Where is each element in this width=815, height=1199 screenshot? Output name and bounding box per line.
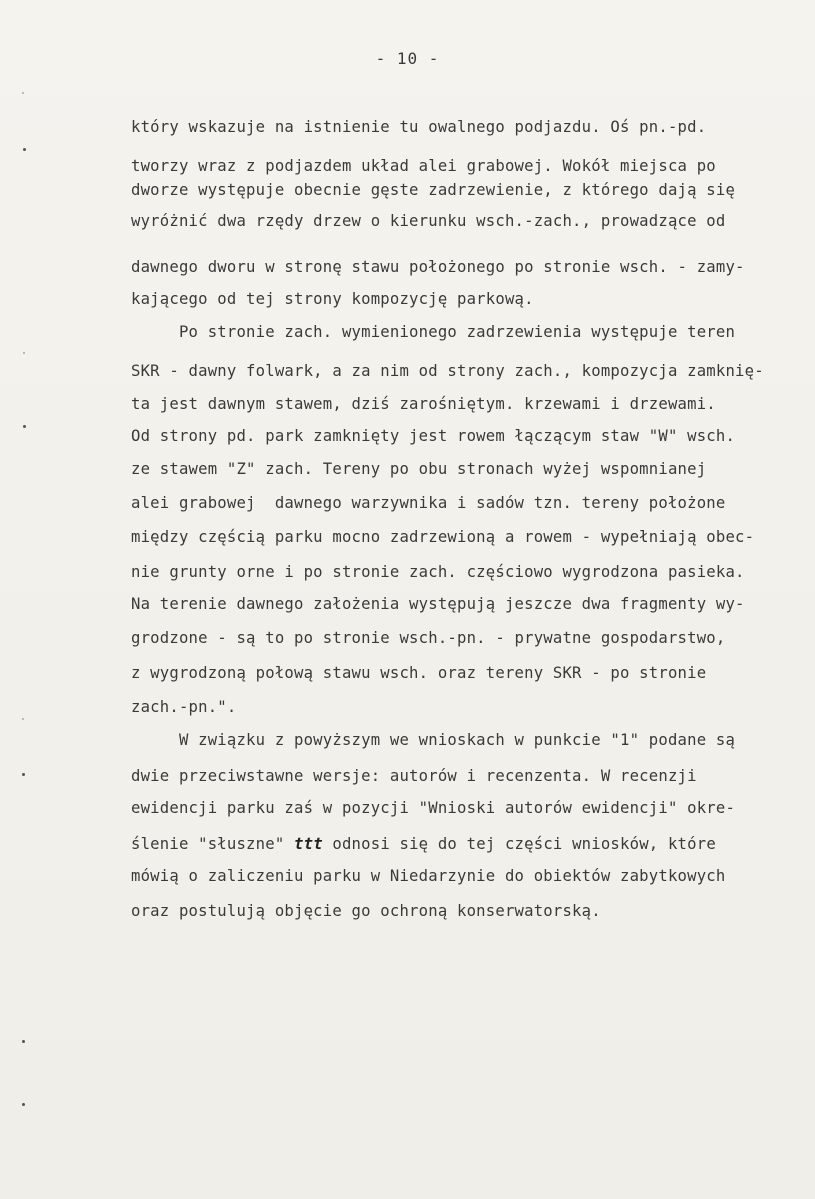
text-line-23: mówią o zaliczeniu parku w Niedarzynie do obiektów zabytkowych bbox=[131, 867, 726, 885]
text-line-2: tworzy wraz z podjazdem układ alei grabowej. Wokół miejsca po bbox=[131, 157, 716, 175]
text-line-5: dawnego dworu w stronę stawu położonego po stronie wsch. - zamy- bbox=[131, 258, 745, 276]
text-line-22-end: odnosi się do tej części wniosków, które bbox=[332, 835, 716, 853]
text-line-4: wyróżnić dwa rzędy drzew o kierunku wsch.-zach., prowadzące od bbox=[131, 212, 726, 230]
text-line-24: oraz postulują objęcie go ochroną konserwatorską. bbox=[131, 902, 601, 920]
text-line-18: zach.-pn.". bbox=[131, 698, 237, 716]
paper-speck bbox=[22, 1040, 25, 1043]
page-number: - 10 - bbox=[375, 49, 440, 68]
struck-out-typed-text: ttt bbox=[294, 835, 323, 853]
text-line-1: który wskazuje na istnienie tu owalnego podjazdu. Oś pn.-pd. bbox=[131, 118, 707, 136]
text-line-7: Po stronie zach. wymienionego zadrzewienia występuje teren bbox=[131, 323, 736, 341]
text-line-17: z wygrodzoną połową stawu wsch. oraz tereny SKR - po stronie bbox=[131, 664, 707, 682]
text-line-22 bbox=[131, 835, 716, 853]
paper-speck bbox=[22, 773, 25, 776]
paper-speck bbox=[23, 425, 26, 428]
text-line-10: Od strony pd. park zamknięty jest rowem łączącym staw "W" wsch. bbox=[131, 427, 736, 445]
text-line-9: ta jest dawnym stawem, dziś zarośniętym. krzewami i drzewami. bbox=[131, 395, 716, 413]
text-line-6: kającego od tej strony kompozycję parkową. bbox=[131, 290, 534, 308]
text-line-19: W związku z powyższym we wnioskach w punkcie "1" podane są bbox=[131, 731, 736, 749]
text-line-14: nie grunty orne i po stronie zach. częściowo wygrodzona pasieka. bbox=[131, 563, 745, 581]
text-line-12: alei grabowej dawnego warzywnika i sadów tzn. tereny położone bbox=[131, 494, 726, 512]
text-line-8: SKR - dawny folwark, a za nim od strony zach., kompozycja zamknię- bbox=[131, 362, 764, 380]
text-line-16: grodzone - są to po stronie wsch.-pn. - prywatne gospodarstwo, bbox=[131, 629, 726, 647]
paper-speck bbox=[23, 352, 25, 354]
text-line-11: ze stawem "Z" zach. Tereny po obu stronach wyżej wspomnianej bbox=[131, 460, 707, 478]
paper-speck bbox=[22, 718, 24, 720]
text-line-15: Na terenie dawnego założenia występują jeszcze dwa fragmenty wy- bbox=[131, 595, 745, 613]
text-line-20: dwie przeciwstawne wersje: autorów i recenzenta. W recenzji bbox=[131, 767, 697, 785]
paper-speck bbox=[23, 148, 26, 151]
text-line-21: ewidencji parku zaś w pozycji "Wnioski autorów ewidencji" okre- bbox=[131, 799, 736, 817]
text-line-3: dworze występuje obecnie gęste zadrzewienie, z którego dają się bbox=[131, 181, 736, 199]
text-line-13: między częścią parku mocno zadrzewioną a rowem - wypełniają obec- bbox=[131, 528, 755, 546]
paper-speck bbox=[22, 92, 24, 94]
text-line-22-start: ślenie "słuszne" bbox=[131, 835, 285, 853]
paper-speck bbox=[22, 1103, 25, 1106]
